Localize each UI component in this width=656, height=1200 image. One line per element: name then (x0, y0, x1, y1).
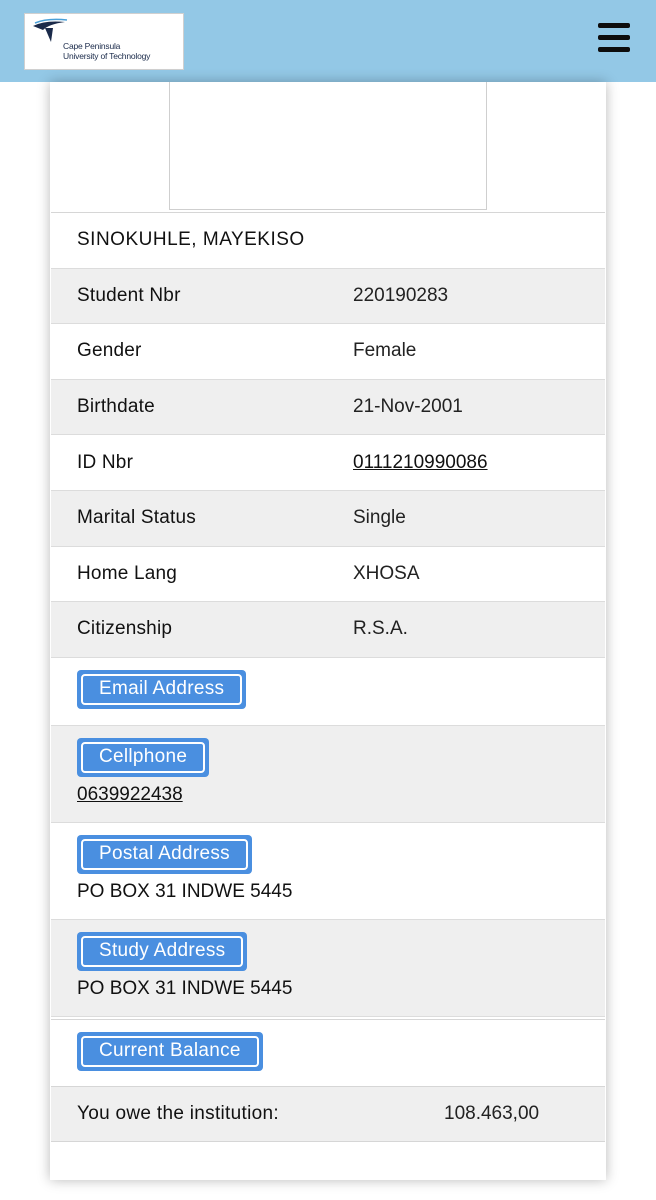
email-row (51, 658, 605, 726)
study-address-value: PO BOX 31 INDWE 5445 (77, 977, 293, 999)
balance-owed-label: You owe the institution: (77, 1102, 279, 1124)
student-name: SINOKUHLE, MAYEKISO (77, 229, 305, 251)
field-label: Birthdate (77, 396, 155, 418)
table-row (51, 324, 605, 380)
table-row (51, 602, 605, 658)
table-row (51, 380, 605, 436)
current-balance-row (51, 1020, 605, 1087)
cput-logo[interactable] (24, 13, 184, 70)
field-value: Single (353, 507, 406, 529)
logo-text (63, 41, 150, 61)
student-photo-frame (169, 82, 487, 210)
field-value: R.S.A. (353, 618, 408, 640)
table-row (51, 269, 605, 325)
field-value: Female (353, 340, 417, 362)
logo-line-1: Cape Peninsula (63, 41, 121, 51)
balance-owed-amount: 108.463,00 (444, 1102, 540, 1124)
field-label: Home Lang (77, 562, 178, 584)
field-label: Student Nbr (77, 284, 181, 306)
postal-address-button[interactable] (77, 835, 252, 874)
logo-line-2: University of Technology (63, 51, 151, 61)
cellphone-button[interactable] (77, 738, 209, 777)
field-label: ID Nbr (77, 451, 134, 473)
table-row (51, 547, 605, 603)
table-row (51, 435, 605, 491)
student-profile-card (50, 82, 606, 1180)
postal-address-value: PO BOX 31 INDWE 5445 (77, 880, 293, 902)
menu-bar (598, 47, 630, 52)
cellphone-number-link[interactable]: 0639922438 (77, 783, 183, 805)
field-label: Marital Status (77, 507, 196, 529)
cellphone-button-label: Cellphone (81, 742, 205, 773)
student-details-table (51, 212, 605, 1142)
email-address-button-label: Email Address (81, 674, 242, 705)
cellphone-row (51, 726, 605, 823)
student-name-row (51, 213, 605, 269)
postal-address-button-label: Postal Address (81, 839, 248, 870)
hamburger-menu-icon[interactable] (596, 22, 632, 54)
id-number-link[interactable]: 0111210990086 (353, 451, 488, 473)
field-value: 220190283 (353, 284, 449, 306)
menu-bar (598, 35, 630, 40)
field-label: Gender (77, 340, 142, 362)
menu-bar (598, 23, 630, 28)
current-balance-button[interactable] (77, 1032, 263, 1071)
top-navigation-bar (0, 0, 656, 82)
study-address-row (51, 920, 605, 1017)
field-label: Citizenship (77, 618, 173, 640)
current-balance-button-label: Current Balance (81, 1036, 259, 1067)
field-value: XHOSA (353, 562, 420, 584)
balance-owed-row (51, 1087, 605, 1142)
table-row (51, 491, 605, 547)
field-value: 21-Nov-2001 (353, 396, 463, 418)
postal-address-row (51, 823, 605, 920)
study-address-button-label: Study Address (81, 936, 243, 967)
study-address-button[interactable] (77, 932, 247, 971)
email-address-button[interactable] (77, 670, 246, 709)
